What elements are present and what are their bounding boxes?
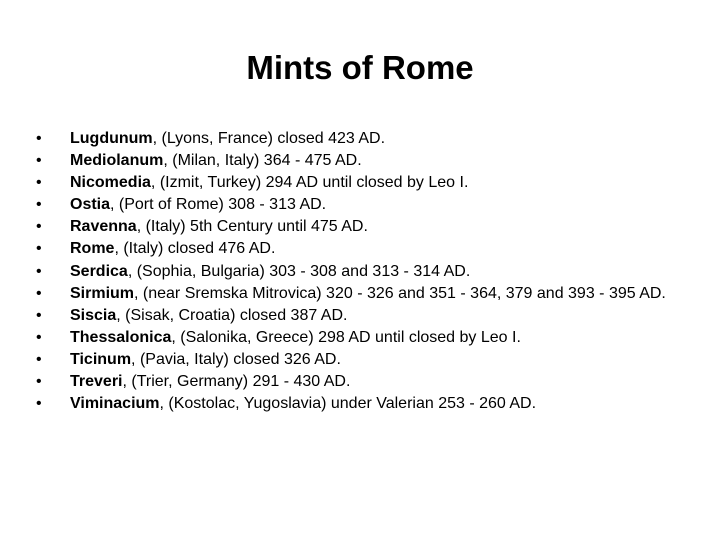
mint-name: Lugdunum xyxy=(70,130,153,147)
slide-title: Mints of Rome xyxy=(246,49,474,86)
mint-detail: , (Trier, Germany) 291 - 430 AD. xyxy=(122,373,351,391)
mint-name: Ticinum xyxy=(70,350,132,368)
mint-detail: , (Salonika, Greece) 298 AD until closed by Leo I. xyxy=(171,328,521,346)
bullet-icon: • xyxy=(36,262,42,280)
bullet-icon: • xyxy=(36,174,42,192)
list-item-lugdunum xyxy=(36,128,682,149)
bullet-icon: • xyxy=(36,306,42,324)
mint-name: Siscia xyxy=(70,306,117,324)
list-item-mediolanum xyxy=(36,150,682,171)
mint-name: Serdica xyxy=(70,262,128,280)
list-item-siscia xyxy=(36,305,682,326)
bullet-icon: • xyxy=(36,395,42,413)
bullet-icon: • xyxy=(36,328,42,346)
mint-name: Rome xyxy=(70,240,115,258)
mint-detail: , (Port of Rome) 308 - 313 AD. xyxy=(110,196,327,214)
mint-detail: , (Pavia, Italy) closed 326 AD. xyxy=(131,350,341,368)
mint-name: Viminacium xyxy=(70,395,160,413)
mint-detail: , (Kostolac, Yugoslavia) under Valerian 253 - 260 AD. xyxy=(159,395,537,413)
mint-name: Thessalonica xyxy=(70,328,172,346)
list-item-ravenna xyxy=(36,216,682,237)
mint-detail: , (Italy) closed 476 AD. xyxy=(114,240,276,258)
mint-name: Ostia xyxy=(70,196,111,214)
list-item-serdica xyxy=(36,261,682,282)
list-item-nicomedia xyxy=(36,172,682,193)
list-item-sirmium xyxy=(36,283,682,304)
bullet-icon: • xyxy=(36,350,42,368)
list-item-viminacium xyxy=(36,393,682,414)
mint-detail: , (Milan, Italy) 364 - 475 AD. xyxy=(163,152,362,170)
mint-detail: , (Izmit, Turkey) 294 AD until closed by Leo I. xyxy=(150,174,469,192)
mint-detail: , (Sisak, Croatia) closed 387 AD. xyxy=(116,306,348,324)
mint-list xyxy=(36,128,682,415)
mint-detail: , (near Sremska Mitrovica) 320 - 326 and 351 - 364, 379 and 393 - 395 AD. xyxy=(134,284,666,302)
bullet-icon: • xyxy=(36,218,42,236)
mint-name: Mediolanum xyxy=(70,152,164,170)
list-item-rome xyxy=(36,238,682,259)
bullet-icon: • xyxy=(36,130,42,147)
list-item-ticinum xyxy=(36,349,682,370)
bullet-icon: • xyxy=(36,152,42,170)
mint-detail: , (Italy) 5th Century until 475 AD. xyxy=(136,218,368,236)
mint-name: Sirmium xyxy=(70,284,135,302)
mint-detail: , (Sophia, Bulgaria) 303 - 308 and 313 - 314 AD. xyxy=(127,262,471,280)
mint-name: Nicomedia xyxy=(70,174,151,192)
bullet-icon: • xyxy=(36,373,42,391)
bullet-icon: • xyxy=(36,284,42,302)
mint-name: Ravenna xyxy=(70,218,137,236)
list-item-ostia xyxy=(36,194,682,215)
mint-detail: , (Lyons, France) closed 423 AD. xyxy=(152,130,386,147)
list-item-treveri xyxy=(36,371,682,392)
bullet-icon: • xyxy=(36,240,42,258)
list-item-thessalonica xyxy=(36,327,682,348)
mint-name: Treveri xyxy=(70,373,123,391)
bullet-icon: • xyxy=(36,196,42,214)
